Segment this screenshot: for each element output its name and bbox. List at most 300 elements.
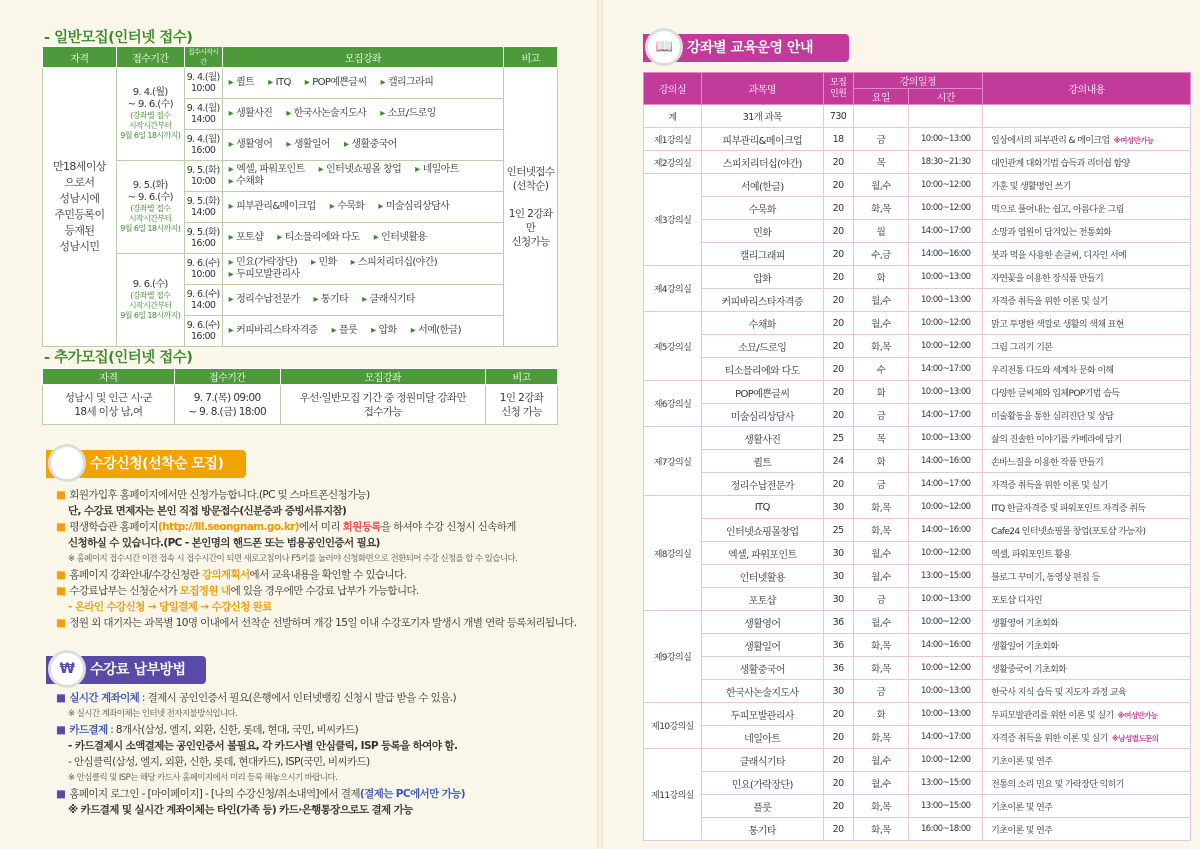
course-time: 10:00~13:00 (909, 588, 983, 611)
course-capacity: 20 (823, 335, 853, 358)
payment-line: ※ 실시간 계좌이체는 인터넷 전자지불방식입니다. (68, 709, 238, 719)
course-name: 생활영어 (701, 611, 823, 634)
course-capacity: 20 (823, 818, 853, 841)
course-time: 10:00~12:00 (909, 496, 983, 519)
general-period: 9. 4.(월) ~ 9. 6.(수) (강좌별 접수 시작시간부터 9월 6일 18시까지) (116, 68, 184, 161)
course-day: 목 (853, 151, 909, 174)
course-item: ▸ 소묘/드로잉 (380, 108, 436, 120)
course-time: 10:00~12:00 (909, 611, 983, 634)
course-time: 14:00~16:00 (909, 634, 983, 657)
course-note: ※남성별도문의 (1111, 733, 1159, 743)
course-capacity: 20 (823, 220, 853, 243)
course-name: 소묘/드로잉 (701, 335, 823, 358)
course-time: 10:00~12:00 (909, 749, 983, 772)
course-item: ▸ 티소믈리에와 다도 (277, 232, 359, 244)
course-day: 화,목 (853, 795, 909, 818)
course-description: 자격증 취득을 위한 이론 및 실기 (983, 289, 1191, 312)
payment-line: 카드결제 (69, 724, 108, 736)
course-row (644, 266, 1191, 289)
payment-line: : 결제시 공인인증서 필요(은행에서 인터넷뱅킹 신청시 발급 받을 수 있음.) (139, 692, 456, 704)
hand-pointer-icon: ☝ (48, 444, 86, 482)
course-capacity: 25 (823, 519, 853, 542)
course-item: ▸ ITQ (268, 77, 291, 89)
course-name: 엑셀, 파워포인트 (701, 542, 823, 565)
course-day: 화,목 (853, 197, 909, 220)
course-name: 압화 (701, 266, 823, 289)
course-capacity: 20 (823, 266, 853, 289)
course-day: 화,목 (853, 726, 909, 749)
payment-line: - 카드결제시 소액결제는 공인인증서 불필요, 각 카드사별 안심클릭, ISP 등록을 하여야 함. (68, 740, 458, 752)
apply-line: 에서 교육내용을 확인할 수 있습니다. (249, 569, 407, 581)
course-list (222, 192, 503, 223)
course-day: 화 (853, 381, 909, 404)
course-time: 14:00~17:00 (909, 220, 983, 243)
course-capacity: 20 (823, 312, 853, 335)
general-recruit-title: - 일반모집(인터넷 접수) (44, 30, 193, 46)
header-capacity (823, 73, 853, 105)
course-row (644, 312, 1191, 335)
course-description: 가훈 및 생활명언 쓰기 (983, 174, 1191, 197)
course-description: 우리전통 다도와 세계차 문화 이해 (983, 358, 1191, 381)
course-item: ▸ 한국사논술지도사 (286, 108, 366, 120)
course-time: 13:00~15:00 (909, 795, 983, 818)
course-time: 14:00~17:00 (909, 726, 983, 749)
course-item: ▸ 클래식기타 (362, 294, 415, 306)
course-description: 블로그 꾸미기, 동영상 편집 등 (983, 565, 1191, 588)
course-row (644, 795, 1191, 818)
total-label: 계 (644, 105, 702, 128)
course-list (222, 285, 503, 316)
left-page (0, 0, 597, 849)
course-item: ▸ 네일아트 (415, 164, 459, 176)
general-recruit-table (42, 46, 558, 347)
course-name: 정리수납전문가 (701, 473, 823, 496)
schedule-badge (643, 34, 849, 62)
apply-line: 수강료납부는 신청순서가 (69, 585, 180, 597)
course-list (222, 161, 503, 192)
course-description: 생활일어 기초회화 (983, 634, 1191, 657)
course-day: 화,목 (853, 818, 909, 841)
course-name: 플룻 (701, 795, 823, 818)
course-name: 생활사진 (701, 427, 823, 450)
payment-text: ■ 실시간 계좌이체 : 결제시 공인인증서 필요(은행에서 인터넷뱅킹 신청시 발급 받을 수 있음.) ※ 실시간 계좌이체는 인터넷 전자지불방식입니다. ■ 카드결제 : 8개사(삼성, 엘지, 외환, 신한, 롯데, 현대, 국민, 비씨카드) - 카드결제시 소액결제는 공인인증서 불필요, 각 카드사별 안심클릭, ISP 등록을 하여야 함. - 안심클릭(삼성, 엘지, 외환, 신한, 롯데, 현대카드), ISP(국민, 비씨카드) ※ 안심클릭 및 ISP는 해당 카드사 홈페이지에서 미리 등록 해놓으시기 바랍니다. ■ 홈페이지 로그인 - [마이페이지] - [나의 수강신청/취소내역]에서 결제(결제는 PC에서만 가능) ※ 카드결제 및 실시간 계좌이체는 타인(가족 등) 카드·은행통장으로도 결제 가능 (56, 692, 465, 816)
course-day: 월,수 (853, 174, 909, 197)
general-header: 접수기간 (116, 47, 184, 68)
start-time: 9. 4.(월) 10:00 (184, 68, 222, 99)
course-name: 캘리그래피 (701, 243, 823, 266)
course-description: 그림 그리기 기본 (983, 335, 1191, 358)
course-item: ▸ 압화 (371, 325, 397, 337)
text: 9. 7.(목) 09:00 (193, 391, 261, 404)
total-row (644, 105, 1191, 128)
room-name: 제3강의실 (644, 174, 702, 266)
payment-badge (46, 656, 206, 684)
course-row (644, 818, 1191, 841)
course-description: 자격증 취득을 위한 이론 및 실기 ※남성별도문의 (983, 726, 1191, 749)
course-row (644, 565, 1191, 588)
apply-line: 모집정원 내 (179, 585, 231, 597)
course-description: 자격증 취득을 위한 이론 및 실기 (983, 473, 1191, 496)
extra-period (174, 385, 280, 425)
course-item: ▸ 퀼트 (229, 77, 255, 89)
course-capacity: 20 (823, 473, 853, 496)
course-description: 먹으로 풀어내는 쉽고, 아름다운 그림 (983, 197, 1191, 220)
course-capacity: 20 (823, 726, 853, 749)
course-row (644, 657, 1191, 680)
course-note: ※여성만가능 (1117, 710, 1158, 720)
start-time: 9. 4.(월) 14:00 (184, 99, 222, 130)
course-capacity: 20 (823, 795, 853, 818)
course-item: ▸ 포토샵 (229, 232, 264, 244)
course-time: 14:00~17:00 (909, 473, 983, 496)
course-item: ▸ 생활영어 (229, 139, 273, 151)
course-time: 10:00~13:00 (909, 427, 983, 450)
course-day: 월,수 (853, 542, 909, 565)
extra-header: 접수기간 (174, 369, 280, 385)
course-day: 월 (853, 220, 909, 243)
apply-badge-label: 수강신청(선착순 모집) (90, 456, 224, 472)
course-description: 미술활동을 통한 심리진단 및 상담 (983, 404, 1191, 427)
course-time: 18:30~21:30 (909, 151, 983, 174)
course-description: 기초이론 및 연주 (983, 795, 1191, 818)
course-item: ▸ 캘리그라피 (381, 77, 434, 89)
apply-line: 홈페이지 강좌안내/수강신청란 (69, 569, 202, 581)
course-time: 13:00~15:00 (909, 565, 983, 588)
course-item: ▸ 두피모발관리사 (229, 269, 300, 281)
course-row (644, 588, 1191, 611)
course-item: ▸ 통기타 (314, 294, 349, 306)
course-item: ▸ 생활일어 (286, 139, 330, 151)
course-row (644, 427, 1191, 450)
course-row (644, 772, 1191, 795)
course-name: 서예(한글) (701, 174, 823, 197)
course-day: 금 (853, 473, 909, 496)
course-time: 10:00~12:00 (909, 542, 983, 565)
course-day: 목 (853, 427, 909, 450)
header-description: 강의내용 (983, 73, 1191, 105)
course-list (222, 223, 503, 254)
general-header: 모집강좌 (222, 47, 503, 68)
room-name: 제2강의실 (644, 151, 702, 174)
course-list (222, 130, 503, 161)
course-day: 월,수 (853, 565, 909, 588)
course-day: 화 (853, 703, 909, 726)
course-capacity: 36 (823, 634, 853, 657)
text: 우선·일반모집 기간 중 정원미달 강좌만 (299, 391, 467, 404)
apply-line: 회원가입후 홈페이지에서만 신청가능합니다.(PC 및 스마트폰신청가능) (69, 489, 370, 501)
extra-header: 비고 (486, 369, 558, 385)
course-description: 맑고 투명한 색깔로 생활의 색채 표현 (983, 312, 1191, 335)
course-row (644, 404, 1191, 427)
general-header: 자격 (43, 47, 117, 68)
course-capacity: 24 (823, 450, 853, 473)
course-description: ITQ 한글자격증 및 파워포인트 자격증 취득 (983, 496, 1191, 519)
start-time: 9. 5.(화) 16:00 (184, 223, 222, 254)
course-day: 월,수 (853, 289, 909, 312)
total-capacity: 730 (823, 105, 853, 128)
course-time: 14:00~17:00 (909, 358, 983, 381)
header-room: 강의실 (644, 73, 702, 105)
course-time: 10:00~12:00 (909, 335, 983, 358)
course-description: 손바느질을 이용한 작품 만들기 (983, 450, 1191, 473)
start-time: 9. 6.(수) 10:00 (184, 254, 222, 285)
extra-course (280, 385, 486, 425)
course-item: ▸ 생활중국어 (344, 139, 397, 151)
course-row (644, 611, 1191, 634)
course-row (644, 450, 1191, 473)
course-item: ▸ 민화 (311, 257, 337, 269)
course-description: 기초이론 및 연주 (983, 818, 1191, 841)
course-item: ▸ 플룻 (332, 325, 358, 337)
room-name: 제8강의실 (644, 496, 702, 611)
course-capacity: 18 (823, 128, 853, 151)
course-day: 화,목 (853, 496, 909, 519)
general-header: 접수시작시간 (184, 47, 222, 68)
schedule-badge-label: 강좌별 교육운영 안내 (687, 40, 813, 56)
course-list (222, 316, 503, 347)
course-row (644, 128, 1191, 151)
course-day: 월,수 (853, 772, 909, 795)
won-coin-icon: ₩ (48, 650, 86, 688)
course-row (644, 358, 1191, 381)
course-time: 14:00~16:00 (909, 519, 983, 542)
course-time: 10:00~13:00 (909, 266, 983, 289)
general-period: 9. 6.(수) (강좌별 접수 시작시간부터 9월 6일 18시까지) (116, 254, 184, 347)
extra-header: 자격 (43, 369, 175, 385)
course-description: 자연꽃을 이용한 장식품 만들기 (983, 266, 1191, 289)
apply-line: - 온라인 수강신청 → 당일결제 → 수강신청 완료 (68, 601, 272, 613)
course-capacity: 20 (823, 358, 853, 381)
homepage-link[interactable]: (http://lll.seongnam.go.kr) (157, 521, 299, 533)
course-description: 삶의 진솔한 이야기를 카메라에 담기 (983, 427, 1191, 450)
course-name: 인터넷활용 (701, 565, 823, 588)
course-day: 수,금 (853, 243, 909, 266)
course-capacity: 20 (823, 197, 853, 220)
course-item: ▸ 정리수납전문가 (229, 294, 300, 306)
course-day: 화 (853, 450, 909, 473)
apply-text: ■ 회원가입후 홈페이지에서만 신청가능합니다.(PC 및 스마트폰신청가능) 단, 수강료 면제자는 본인 직접 방문접수(신분증과 증빙서류지참) ■ 평생학습관 홈페이지(http://lll.seongnam.go.kr)에서 미리 회원등록을 하셔야 수강 신청시 신속하게 신청하실 수 있습니다.(PC - 본인명의 핸드폰 또는 범용공인인증서 필요) ※ 홈페이지 접수시간 이전 접속 시 접수시간이 되면 새로고침이나 F5키를 눌러야 신청화면으로 전환되어 수강 신청을 할 수 있습니다. ■ 홈페이지 강좌안내/수강신청란 강의계획서에서 교육내용을 확인할 수 있습니다. ■ 수강료납부는 신청순서가 모집정원 내에 있을 경우에만 수강료 납부가 가능합니다. - 온라인 수강신청 → 당일결제 → 수강신청 완료 ■ 정원 외 대기자는 과목별 10명 이내에서 선착순 선발하며 개강 15일 이내 수강포기자 발생시 개별 연락 등록처리됩니다. (56, 489, 577, 629)
header-capacity-label: 모집 인원 (829, 77, 847, 99)
course-name: 퀼트 (701, 450, 823, 473)
course-capacity: 20 (823, 151, 853, 174)
course-capacity: 20 (823, 174, 853, 197)
course-item: ▸ 커피바리스타자격증 (229, 325, 318, 337)
payment-line: - 안심클릭(삼성, 엘지, 외환, 신한, 롯데, 현대카드), ISP(국민, 비씨카드) (68, 756, 370, 768)
course-row (644, 335, 1191, 358)
course-capacity: 20 (823, 749, 853, 772)
course-time: 13:00~15:00 (909, 772, 983, 795)
payment-line: 홈페이지 로그인 - [마이페이지] - [나의 수강신청/취소내역]에서 결제 (69, 788, 360, 800)
header-schedule: 강의일정 (853, 73, 983, 89)
course-note: ※여성만가능 (1113, 135, 1154, 145)
course-row (644, 473, 1191, 496)
course-row (644, 496, 1191, 519)
course-day: 월,수 (853, 749, 909, 772)
course-item: ▸ 서예(한글) (411, 325, 461, 337)
course-day: 월,수 (853, 611, 909, 634)
payment-line: ※ 안심클릭 및 ISP는 해당 카드사 홈페이지에서 미리 등록 해놓으시기 바랍니다. (68, 773, 338, 783)
text: 1인 2강좌 (499, 391, 544, 404)
course-time: 16:00~18:00 (909, 818, 983, 841)
apply-line: 회원등록 (342, 521, 381, 533)
course-name: 통기타 (701, 818, 823, 841)
payment-line: (결제는 PC에서만 가능) (359, 788, 465, 800)
course-row (644, 197, 1191, 220)
course-list (222, 99, 503, 130)
general-row (43, 254, 558, 285)
payment-line: ※ 카드결제 및 실시간 계좌이체는 타인(가족 등) 카드·은행통장으로도 결제 가능 (68, 804, 413, 816)
text: 18세 이상 남,여 (74, 405, 143, 418)
room-name: 제7강의실 (644, 427, 702, 496)
course-row (644, 542, 1191, 565)
course-row (644, 749, 1191, 772)
start-time: 9. 4.(월) 16:00 (184, 130, 222, 161)
apply-badge (46, 450, 246, 478)
course-row (644, 680, 1191, 703)
course-description: 다양한 글씨체와 입체POP기법 습득 (983, 381, 1191, 404)
text: ~ 9. 8.(금) 18:00 (188, 405, 267, 418)
course-name: 피부관리&메이크업 (701, 128, 823, 151)
course-time: 14:00~16:00 (909, 243, 983, 266)
course-row (644, 151, 1191, 174)
course-description: 두피모발관리를 위한 이론 및 실기 ※여성만가능 (983, 703, 1191, 726)
course-item: ▸ 인터넷활용 (374, 232, 427, 244)
course-description: Cafe24 인터넷쇼핑몰 창업(포토샵 가능자) (983, 519, 1191, 542)
course-row (644, 381, 1191, 404)
course-capacity: 36 (823, 657, 853, 680)
text: 성남시 및 인근 시·군 (64, 391, 153, 404)
apply-line: 에 있을 경우에만 수강료 납부가 가능합니다. (230, 585, 419, 597)
text: 신청 가능 (501, 405, 543, 418)
course-list (222, 254, 503, 285)
apply-line: 정원 외 대기자는 과목별 10명 이내에서 선착순 선발하며 개강 15일 이내 수강포기자 발생시 개별 연락 등록처리됩니다. (69, 617, 577, 629)
header-time: 시간 (909, 89, 983, 105)
book-icon: 📖 (645, 28, 683, 66)
course-time: 10:00~13:00 (909, 703, 983, 726)
course-item: ▸ POP예쁜글씨 (305, 77, 367, 89)
course-description: 생활중국어 기초회화 (983, 657, 1191, 680)
course-name: 포토샵 (701, 588, 823, 611)
apply-line: 을 하셔야 수강 신청시 신속하게 (380, 521, 516, 533)
payment-badge-label: 수강료 납부방법 (90, 662, 186, 678)
course-description: 붓과 먹을 사용한 손글씨, 디자인 서예 (983, 243, 1191, 266)
course-row (644, 243, 1191, 266)
course-capacity: 30 (823, 565, 853, 588)
course-name: POP예쁜글씨 (701, 381, 823, 404)
course-day: 화,목 (853, 657, 909, 680)
course-time: 10:00~12:00 (909, 197, 983, 220)
course-day: 금 (853, 588, 909, 611)
extra-header: 모집강좌 (280, 369, 486, 385)
course-capacity: 20 (823, 289, 853, 312)
course-row (644, 174, 1191, 197)
apply-line: 에서 미리 (298, 521, 343, 533)
apply-line: 강의계획서 (201, 569, 250, 581)
payment-line: : 8개사(삼성, 엘지, 외환, 신한, 롯데, 현대, 국민, 비씨카드) (107, 724, 359, 736)
course-description: 엑셀, 파워포인트 활용 (983, 542, 1191, 565)
payment-line: 실시간 계좌이체 (69, 692, 140, 704)
course-item: ▸ 미술심리상담사 (378, 201, 449, 213)
course-name: 민화 (701, 220, 823, 243)
course-day: 화,목 (853, 335, 909, 358)
header-day: 요일 (853, 89, 909, 105)
course-capacity: 20 (823, 772, 853, 795)
course-description: 생활영어 기초회화 (983, 611, 1191, 634)
course-capacity: 20 (823, 381, 853, 404)
course-description: 소망과 염원이 담겨있는 전통회화 (983, 220, 1191, 243)
course-row (644, 289, 1191, 312)
course-name: 두피모발관리사 (701, 703, 823, 726)
course-item: ▸ 생활사진 (229, 108, 273, 120)
course-name: ITQ (701, 496, 823, 519)
room-name: 제9강의실 (644, 611, 702, 703)
course-name: 클래식기타 (701, 749, 823, 772)
course-name: 네일아트 (701, 726, 823, 749)
course-time: 10:00~13:00 (909, 680, 983, 703)
course-name: 인터넷쇼핑몰창업 (701, 519, 823, 542)
course-day: 금 (853, 404, 909, 427)
start-time: 9. 5.(화) 10:00 (184, 161, 222, 192)
course-description: 기초이론 및 연주 (983, 749, 1191, 772)
course-description: 한국사 지식 습득 및 지도자 과정 교육 (983, 680, 1191, 703)
course-item: ▸ 민요(가락장단) (229, 257, 297, 269)
course-day: 수 (853, 358, 909, 381)
course-day: 화 (853, 266, 909, 289)
course-name: 생활일어 (701, 634, 823, 657)
schedule-table (643, 72, 1191, 841)
course-description: 전통의 소리 민요 및 가락장단 익히기 (983, 772, 1191, 795)
course-name: 생활중국어 (701, 657, 823, 680)
course-capacity: 36 (823, 611, 853, 634)
course-name: 커피바리스타자격증 (701, 289, 823, 312)
course-row (644, 703, 1191, 726)
course-item: ▸ 피부관리&메이크업 (229, 201, 316, 213)
course-list (222, 68, 503, 99)
course-day: 금 (853, 128, 909, 151)
course-capacity: 25 (823, 427, 853, 450)
course-row (644, 519, 1191, 542)
course-capacity: 30 (823, 680, 853, 703)
course-capacity: 20 (823, 243, 853, 266)
course-capacity: 30 (823, 542, 853, 565)
course-capacity: 30 (823, 588, 853, 611)
course-time: 14:00~16:00 (909, 450, 983, 473)
apply-line: 신청하실 수 있습니다.(PC - 본인명의 핸드폰 또는 범용공인인증서 필요) (68, 537, 380, 549)
course-row (644, 634, 1191, 657)
room-name: 제6강의실 (644, 381, 702, 427)
course-time: 10:00~13:00 (909, 289, 983, 312)
course-name: 한국사논술지도사 (701, 680, 823, 703)
general-note: 인터넷접수 (선착순) 1인 2강좌만 신청가능 (504, 68, 558, 347)
start-time: 9. 5.(화) 14:00 (184, 192, 222, 223)
general-row (43, 68, 558, 99)
course-item: ▸ 수묵화 (330, 201, 365, 213)
course-row (644, 220, 1191, 243)
extra-note (486, 385, 558, 425)
extra-qualification (43, 385, 175, 425)
course-name: 티소믈리에와 다도 (701, 358, 823, 381)
course-name: 스피치리더십(야간) (701, 151, 823, 174)
course-description: 포토샵 디자인 (983, 588, 1191, 611)
room-name: 제4강의실 (644, 266, 702, 312)
course-item: ▸ 엑셀, 파워포인트 (229, 164, 305, 176)
start-time: 9. 6.(수) 14:00 (184, 285, 222, 316)
course-capacity: 20 (823, 404, 853, 427)
course-name: 미술심리상담사 (701, 404, 823, 427)
general-period: 9. 5.(화) ~ 9. 6.(수) (강좌별 접수 시작시간부터 9월 6일 18시까지) (116, 161, 184, 254)
course-time: 10:00~12:00 (909, 174, 983, 197)
course-time: 10:00~13:00 (909, 128, 983, 151)
